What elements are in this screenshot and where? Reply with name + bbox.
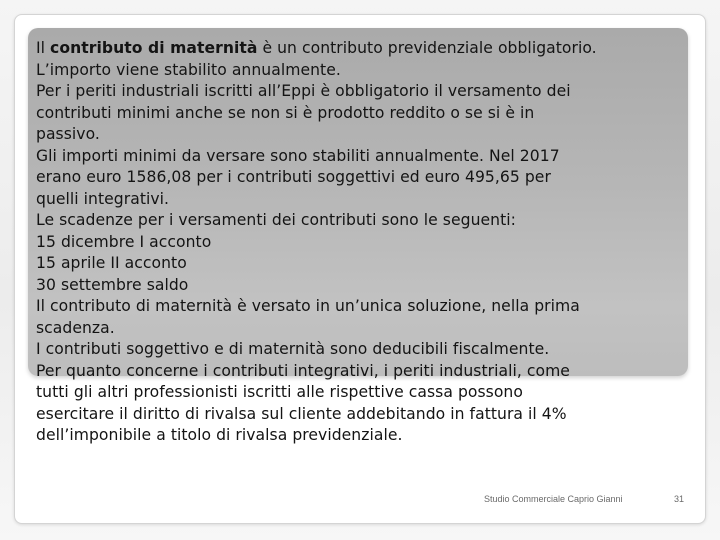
text-line: contributi minimi anche se non si è prodotto reddito o se si è in xyxy=(36,103,535,122)
intro-line xyxy=(36,38,704,60)
slide-body-text xyxy=(36,38,704,447)
text-line: L’importo viene stabilito annualmente. xyxy=(36,60,341,79)
text-line: 15 aprile II acconto xyxy=(36,254,187,272)
text-line: esercitare il diritto di rivalsa sul cliente addebitando in fattura il 4% xyxy=(36,404,567,423)
text-line: quelli integrativi. xyxy=(36,189,170,208)
text-line: Il contributo di maternità è versato in un’unica soluzione, nella prima xyxy=(36,297,580,315)
text-line: scadenza. xyxy=(36,318,115,337)
intro-prefix: Il xyxy=(36,39,51,57)
text-line: 30 settembre saldo xyxy=(36,275,189,294)
text-line: Per i periti industriali iscritti all’Eppi è obbligatorio il versamento dei xyxy=(36,82,571,100)
slide-number: 31 xyxy=(674,494,685,504)
text-line: 15 dicembre I acconto xyxy=(36,232,212,251)
intro-bold-term: contributo di maternità xyxy=(50,39,258,57)
text-line: tutti gli altri professionisti iscritti alle rispettive cassa possono xyxy=(36,383,523,401)
text-line: Gli importi minimi da versare sono stabiliti annualmente. Nel 2017 xyxy=(36,146,560,165)
text-line: passivo. xyxy=(36,125,100,143)
text-line: Per quanto concerne i contributi integrativi, i periti industriali, come xyxy=(36,361,570,380)
text-line: erano euro 1586,08 per i contributi soggettivi ed euro 495,65 per xyxy=(36,168,551,186)
footer-label: Studio Commerciale Caprio Gianni xyxy=(484,494,623,504)
text-line: Le scadenze per i versamenti dei contributi sono le seguenti: xyxy=(36,211,516,229)
text-line: I contributi soggettivo e di maternità sono deducibili fiscalmente. xyxy=(36,340,550,358)
intro-suffix: è un contributo previdenziale obbligatorio. xyxy=(257,39,597,57)
text-line: dell’imponibile a titolo di rivalsa previdenziale. xyxy=(36,426,403,444)
